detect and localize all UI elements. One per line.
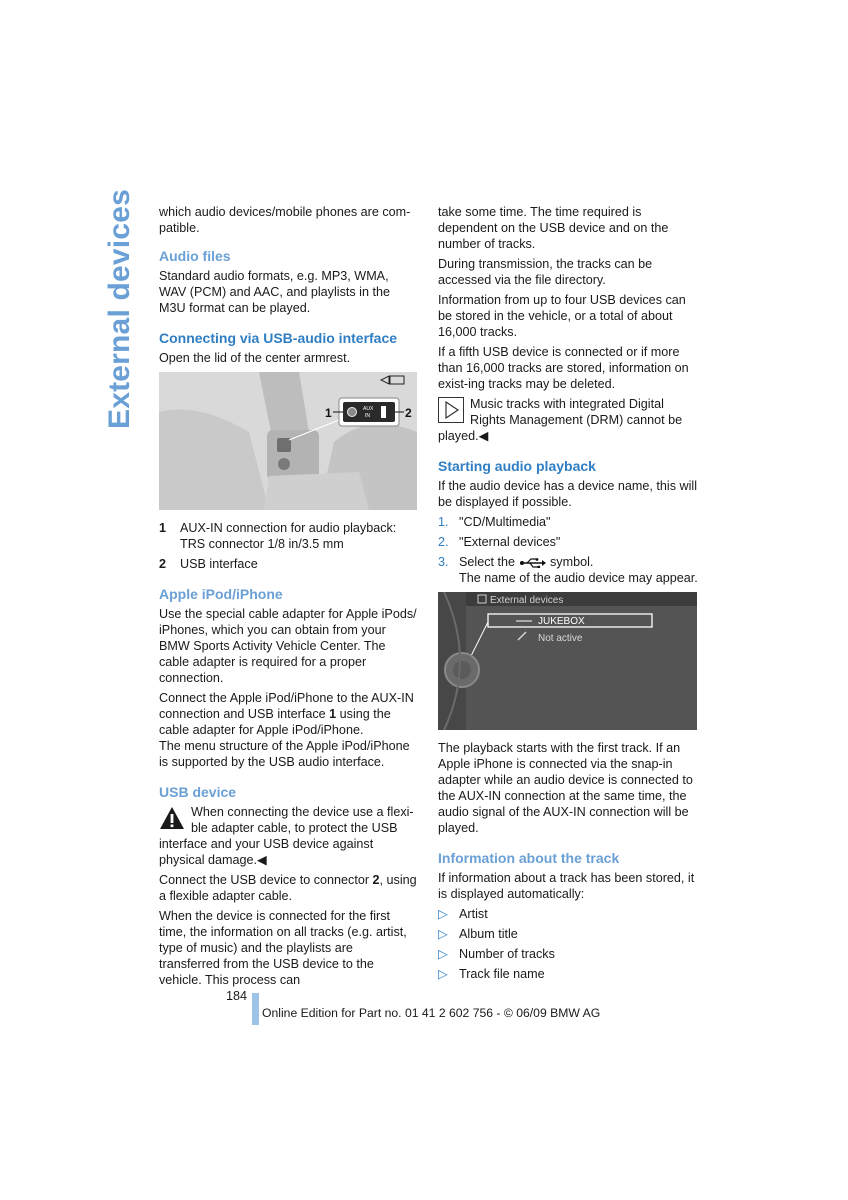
bullet-marker: ▷ (438, 967, 448, 981)
step-text: "CD/Multimedia" (459, 515, 551, 529)
step-number: 3. (438, 555, 449, 569)
right-paragraph-2: During transmission, the tracks can be accessed via the file directory. (438, 257, 653, 287)
list-item (438, 966, 698, 982)
footer-text: Online Edition for Part no. 01 41 2 602 756 - © 06/09 BMW AG (262, 1006, 601, 1020)
usb-p1-part-c: , using a flexible adapter cable. (159, 873, 417, 903)
apple-paragraph-1: Use the special cable adapter for Apple iPods/ iPhones, which you can obtain from your BMW Sports Activity Vehicle Center. The cable adapter is required for a proper connection. (159, 607, 417, 685)
heading-apple: Apple iPod/iPhone (159, 586, 283, 602)
usb-symbol-icon (519, 558, 547, 568)
page-number: 184 (226, 989, 248, 1003)
playback-paragraph-2: The playback starts with the first track. If an Apple iPhone is connected via the snap-in adapter while an audio device is connected to the AUX-IN connection at the same time, the audio signal of the AUX-IN connection will be played. (438, 741, 693, 835)
step-number: 2. (438, 535, 449, 549)
right-paragraph-4: If a fifth USB device is connected or if more than 16,000 tracks are stored, information on exist-ing tracks may be deleted. (438, 345, 689, 391)
warning-text: When connecting the device use a flexi-ble adapter cable, to protect the USB interface and your USB device against physical damage.◀ (159, 805, 414, 867)
heading-playback: Starting audio playback (438, 458, 596, 474)
legend-text: USB interface (180, 557, 258, 571)
screen-item-jukebox: JUKEBOX (538, 616, 585, 627)
usb-device-paragraph-2: When the device is connected for the first time, the information on all tracks (e.g. artist, type of music) and the playlists are transferred from the USB device to the vehicle. This process can (159, 909, 407, 987)
legend-item (159, 556, 417, 572)
footer-bar (252, 993, 259, 1025)
side-tab (103, 188, 136, 430)
armrest-illustration (159, 372, 417, 510)
socket-aux-text: AUX (363, 406, 374, 412)
list-item-text: Artist (459, 907, 488, 921)
idrive-screen (438, 592, 697, 730)
usb-device-paragraph-1 (159, 872, 417, 904)
track-info-paragraph: If information about a track has been stored, it is displayed automatically: (438, 871, 695, 901)
apple-paragraph-3: The menu structure of the Apple iPod/iPhone is supported by the USB audio interface. (159, 739, 410, 769)
step3-part-a: Select the (459, 555, 519, 569)
socket-in-text: IN (365, 413, 370, 419)
legend-text: AUX-IN connection for audio playback: TRS connector 1/8 in/3.5 mm (180, 521, 397, 551)
bullet-marker: ▷ (438, 907, 448, 921)
figure-legend (159, 520, 417, 572)
step3-subtext: The name of the audio device may appear. (459, 571, 698, 585)
screen-item-not-active: Not active (538, 633, 583, 644)
audio-files-paragraph: Standard audio formats, e.g. MP3, WMA, WAV (PCM) and AAC, and playlists in the M3U format can be played. (159, 269, 390, 315)
figure-label-1: 1 (325, 406, 332, 420)
apple-p2-part-c: using the cable adapter for Apple iPod/iPhone. (159, 707, 391, 737)
figure-label-2: 2 (405, 406, 412, 420)
heading-usb-interface: Connecting via USB-audio interface (159, 330, 398, 346)
right-paragraph-1: take some time. The time required is dependent on the USB device and on the number of tracks. (438, 205, 669, 251)
armrest-figure (159, 372, 417, 510)
usb-p1-number: 2 (372, 873, 380, 887)
apple-p2-part-a: Connect the Apple iPod/iPhone to the AUX-IN connection and USB interface (159, 691, 414, 721)
step-text: "External devices" (459, 535, 561, 549)
step-number: 1. (438, 515, 449, 529)
warning-note (159, 804, 417, 868)
drm-note (438, 396, 698, 444)
bullet-marker: ▷ (438, 927, 448, 941)
list-item (438, 926, 698, 942)
side-tab-label: External devices (103, 188, 136, 430)
heading-track-info: Information about the track (438, 850, 620, 866)
list-item-text: Number of tracks (459, 947, 555, 961)
apple-paragraph-2 (159, 690, 417, 770)
bullet-marker: ▷ (438, 947, 448, 961)
legend-number: 1 (159, 521, 167, 535)
list-item (438, 906, 698, 922)
legend-number: 2 (159, 557, 167, 571)
warning-icon (159, 805, 185, 831)
heading-usb-device: USB device (159, 784, 237, 800)
column-right (438, 204, 698, 986)
intro-paragraph: which audio devices/mobile phones are com-patible. (159, 205, 411, 235)
right-paragraph-3: Information from up to four USB devices can be stored in the vehicle, or a total of about 16,000 tracks. (438, 293, 686, 339)
usb-p1-part-a: Connect the USB device to connector (159, 873, 373, 887)
legend-item (159, 520, 417, 552)
idrive-screen-figure (438, 592, 697, 730)
usb-interface-paragraph: Open the lid of the center armrest. (159, 351, 351, 365)
step-text (459, 554, 698, 586)
drm-note-text: Music tracks with integrated Digital Rights Management (DRM) cannot be played.◀ (438, 397, 683, 443)
playback-paragraph-1: If the audio device has a device name, this will be displayed if possible. (438, 479, 698, 509)
screen-title: External devices (490, 595, 564, 606)
list-item-text: Track file name (459, 967, 545, 981)
list-item (438, 946, 698, 962)
list-item-text: Album title (459, 927, 518, 941)
playback-steps (438, 514, 698, 586)
track-info-list (438, 906, 698, 982)
list-item (438, 534, 698, 550)
heading-audio-files: Audio files (159, 248, 231, 264)
column-left (159, 204, 417, 992)
list-item (438, 554, 698, 586)
note-play-icon (438, 397, 464, 423)
apple-p2-number: 1 (329, 707, 337, 721)
list-item (438, 514, 698, 530)
step3-part-b: symbol. (546, 555, 594, 569)
